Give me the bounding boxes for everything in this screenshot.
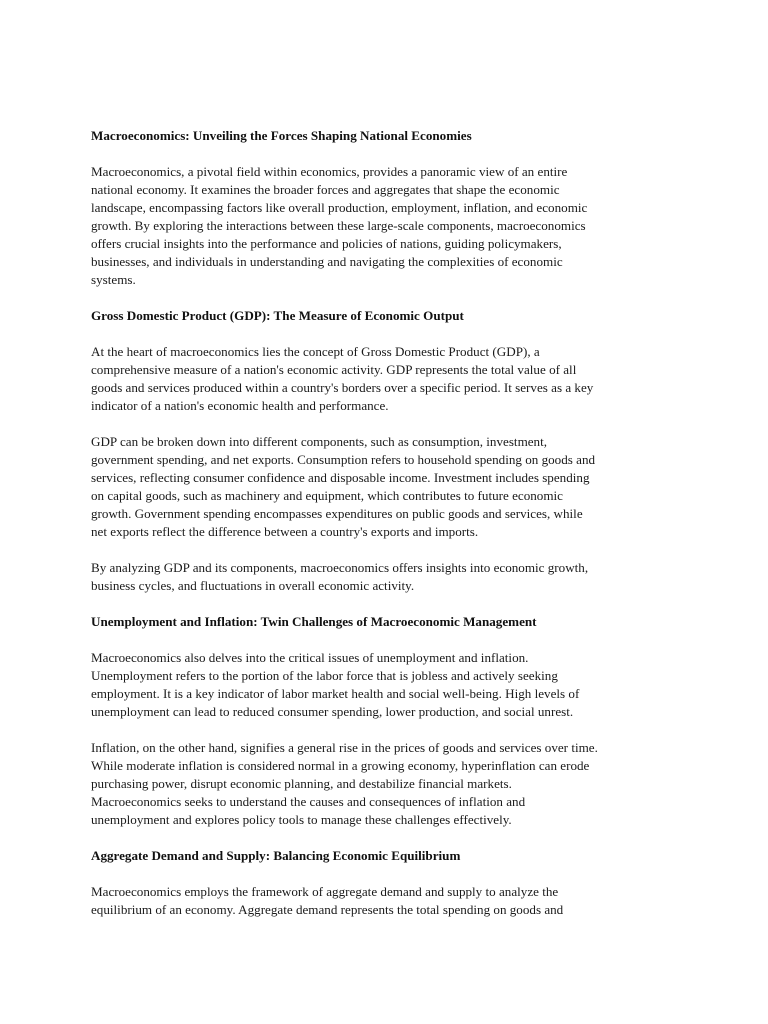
text-line: national economy. It examines the broader forces and aggregates that shape the economic	[91, 182, 560, 197]
text-line: on capital goods, such as machinery and equipment, which contributes to future economic	[91, 488, 563, 503]
text-line: Macroeconomics also delves into the critical issues of unemployment and inflation.	[91, 650, 529, 665]
text-line: indicator of a nation's economic health and performance.	[91, 398, 389, 413]
text-line: growth. By exploring the interactions between these large-scale components, macroeconomics	[91, 218, 586, 233]
paragraph	[91, 559, 681, 595]
text-line: While moderate inflation is considered normal in a growing economy, hyperinflation can erode	[91, 758, 590, 773]
text-line: services, reflecting consumer confidence and disposable income. Investment includes spending	[91, 470, 590, 485]
text-line: Unemployment refers to the portion of the labor force that is jobless and actively seeking	[91, 668, 558, 683]
text-line: goods and services produced within a country's borders over a specific period. It serves as a key	[91, 380, 594, 395]
text-line: Inflation, on the other hand, signifies a general rise in the prices of goods and services over time.	[91, 740, 598, 755]
text-line: purchasing power, disrupt economic planning, and destabilize financial markets.	[91, 776, 512, 791]
text-line: At the heart of macroeconomics lies the concept of Gross Domestic Product (GDP), a	[91, 344, 540, 359]
paragraph	[91, 883, 681, 919]
text-line: By analyzing GDP and its components, macroeconomics offers insights into economic growth,	[91, 560, 589, 575]
section-heading	[91, 127, 681, 145]
paragraph	[91, 343, 681, 415]
paragraph	[91, 649, 681, 721]
text-line: Aggregate Demand and Supply: Balancing Economic Equilibrium	[91, 848, 461, 863]
text-line: government spending, and net exports. Consumption refers to household spending on goods and	[91, 452, 596, 467]
document-page	[91, 127, 681, 937]
text-line: Macroeconomics employs the framework of aggregate demand and supply to analyze the	[91, 884, 559, 899]
text-line: Macroeconomics, a pivotal field within economics, provides a panoramic view of an entire	[91, 164, 568, 179]
section-heading	[91, 613, 681, 631]
text-line: equilibrium of an economy. Aggregate demand represents the total spending on goods and	[91, 902, 564, 917]
text-line: businesses, and individuals in understanding and navigating the complexities of economic	[91, 254, 563, 269]
text-line: employment. It is a key indicator of labor market health and social well-being. High levels of	[91, 686, 580, 701]
text-line: unemployment and explores policy tools to manage these challenges effectively.	[91, 812, 512, 827]
text-line: business cycles, and fluctuations in overall economic activity.	[91, 578, 415, 593]
paragraph	[91, 433, 681, 541]
text-line: growth. Government spending encompasses expenditures on public goods and services, while	[91, 506, 583, 521]
text-line: Unemployment and Inflation: Twin Challenges of Macroeconomic Management	[91, 614, 537, 629]
text-line: unemployment can lead to reduced consumer spending, lower production, and social unrest.	[91, 704, 574, 719]
section-heading	[91, 307, 681, 325]
text-line: systems.	[91, 272, 136, 287]
paragraph	[91, 163, 681, 289]
text-line: offers crucial insights into the performance and policies of nations, guiding policymakers,	[91, 236, 562, 251]
section-heading	[91, 847, 681, 865]
text-line: Gross Domestic Product (GDP): The Measure of Economic Output	[91, 308, 464, 323]
text-line: comprehensive measure of a nation's economic activity. GDP represents the total value of all	[91, 362, 577, 377]
text-line: Macroeconomics: Unveiling the Forces Shaping National Economies	[91, 128, 472, 143]
text-line: Macroeconomics seeks to understand the causes and consequences of inflation and	[91, 794, 526, 809]
text-line: landscape, encompassing factors like overall production, employment, inflation, and economic	[91, 200, 588, 215]
text-line: net exports reflect the difference between a country's exports and imports.	[91, 524, 479, 539]
paragraph	[91, 739, 681, 829]
text-line: GDP can be broken down into different components, such as consumption, investment,	[91, 434, 548, 449]
